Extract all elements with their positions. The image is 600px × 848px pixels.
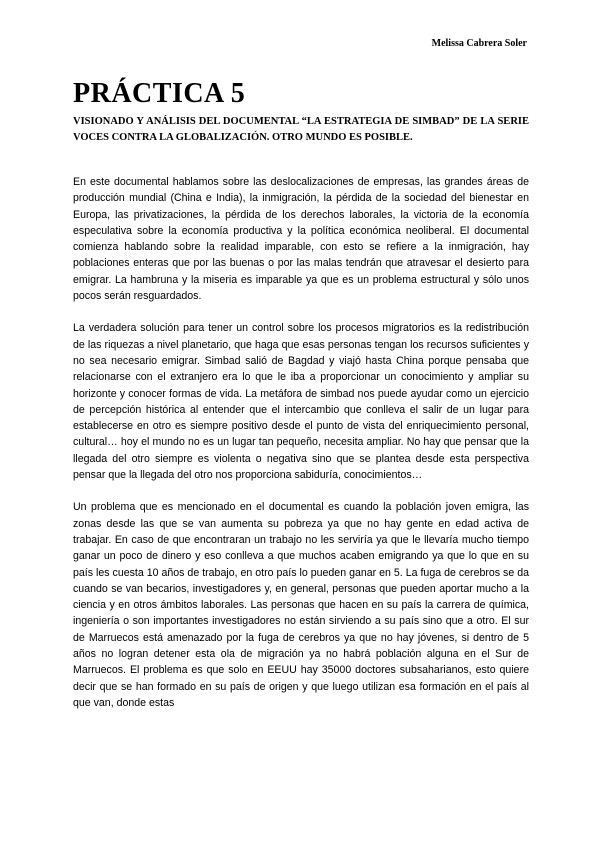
paragraph: Un problema que es mencionado en el documental es cuando la población joven emigra, las zonas desde las que se van aumenta su pobreza ya que no hay gente en edad activa de trabajar. En caso de que encontraran un trabajo no les serviría ya que le llevaría mucho tiempo ganar un poco de dinero y eso conlleva a que muchos acaben emigrando ya que lo que en su país les cuesta 10 años de trabajo, en otro país lo pueden ganar en 5. La fuga de cerebros se da cuando se van becarios, investigadores y, en general, personas que pueden aportar mucho a la ciencia y en otros ámbitos laborales. Las personas que hacen en su país la carrera de química, ingeniería o son importantes investigadores no están sirviendo a su país sino que a otro. El sur de Marruecos está amenazado por la fuga de cerebros ya que no hay jóvenes, si dentro de 5 años no logran detener esta ola de migración ya no habrá población alguna en el Sur de Marruecos. El problema es que solo en EEUU hay 35000 doctores subsaharianos, esto quiere decir que se han formado en su país de origen y que luego utilizan esa formación en el país al que van, donde estas — [73, 501, 529, 709]
document-body — [73, 174, 529, 727]
document-subtitle: VISIONADO Y ANÁLISIS DEL DOCUMENTAL “LA ESTRATEGIA DE SIMBAD” DE LA SERIE VOCES CONTRA LA GLOBALIZACIÓN. OTRO MUNDO ES POSIBLE. — [73, 116, 529, 143]
author-name: Melissa Cabrera Soler — [431, 38, 527, 49]
paragraph: La verdadera solución para tener un control sobre los procesos migratorios es la redistribución de las riquezas a nivel planetario, que haga que esas personas tengan los recursos suficientes y no sea necesario emigrar. Simbad salió de Bagdad y viajó hasta China porque pensaba que relacionarse con el extranjero era lo que le iba a proporcionar un conocimiento y ampliar su horizonte y conocer formas de vida. La metáfora de simbad nos puede ayudar como un ejercicio de percepción histórica al entender que el intercambio que conlleva el salir de un lugar para establecerse en otro es siempre positivo desde el punto de vista del enriquecimiento personal, cultural… hoy el mundo no es un lugar tan pequeño, necesita ampliar. No hay que pensar que la llegada del otro siempre es violenta o negativa sino que se plantea desde esta perspectiva pensar que la llegada del otro nos proporciona sabiduría, conocimientos… — [73, 322, 529, 482]
document-title: PRÁCTICA 5 — [73, 78, 246, 109]
paragraph: En este documental hablamos sobre las deslocalizaciones de empresas, las grandes áreas de producción mundial (China e India), la inmigración, la pérdida de la sociedad del bienestar en Europa, las privatizaciones, la pérdida de los derechos laborales, la victoria de la economía especulativa sobre la economía productiva y la política económica neoliberal. El documental comienza hablando sobre la realidad imparable, con esto se refiere a la inmigración, hay poblaciones enteras que por las buenas o por las malas tendrán que atravesar el desierto para emigrar. La hambruna y la miseria es imparable ya que es un problema estructural y sólo unos pocos serán resguardados. — [73, 176, 529, 303]
